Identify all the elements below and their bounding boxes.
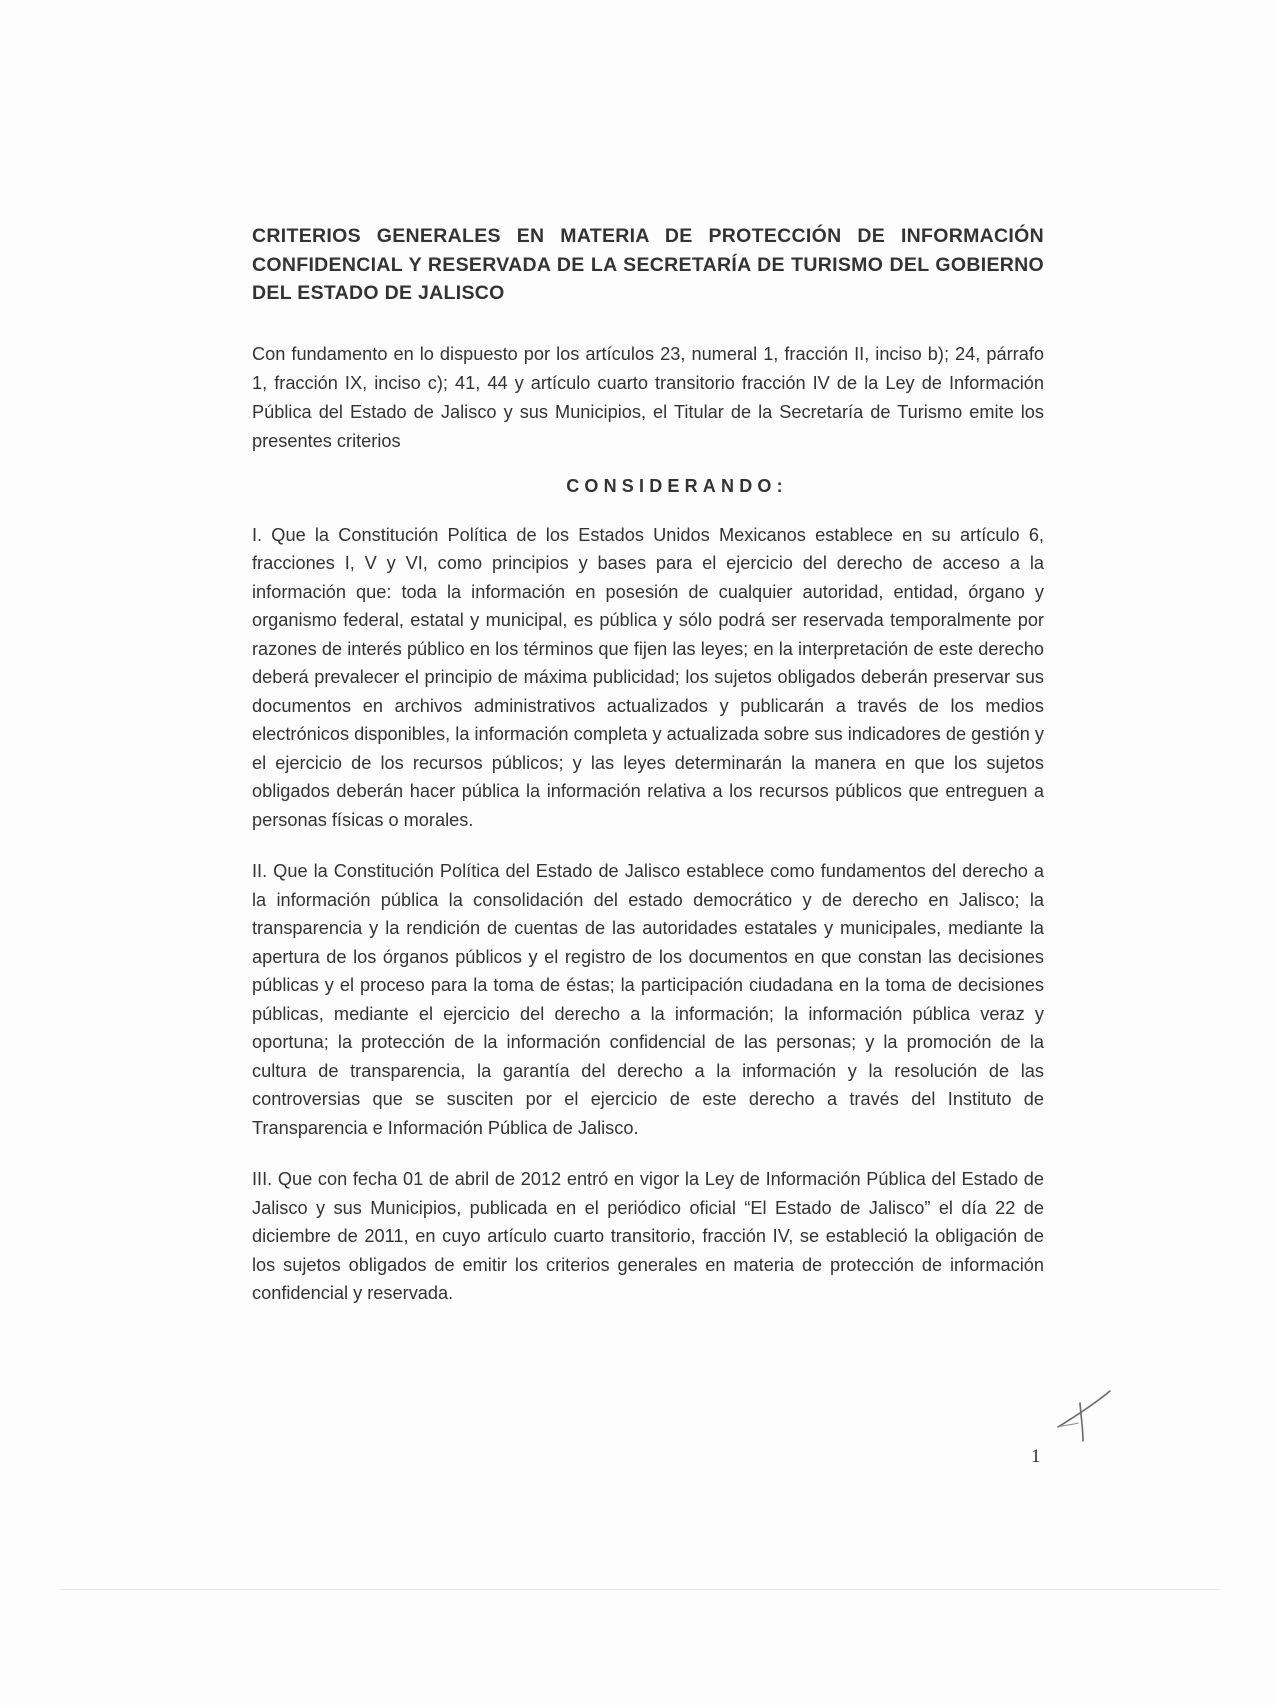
document-title: CRITERIOS GENERALES EN MATERIA DE PROTECCIÓN DE INFORMACIÓN CONFIDENCIAL Y RESERVADA DE LA SECRETARÍA DE TURISMO DEL GOBIERNO DEL ESTADO DE JALISCO xyxy=(252,225,1044,304)
paragraph-ii: II. Que la Constitución Política del Estado de Jalisco establece como fundamentos del derecho a la información pública la consolidación del estado democrático y de derecho en Jalisco; la transparencia y la rendición de cuentas de las autoridades estatales y municipales, mediante la apertura de los órganos públicos y el registro de los documentos en que constan las decisiones públicas y el proceso para la toma de éstas; la participación ciudadana en la toma de decisiones públicas, mediante el ejercicio del derecho a la información; la información pública veraz y oportuna; la protección de la información confidencial de las personas; y la promoción de la cultura de transparencia, la garantía del derecho a la información y la resolución de las controversias que se susciten por el ejercicio de este derecho a través del Instituto de Transparencia e Información Pública de Jalisco. xyxy=(252,861,1044,1138)
paragraph-i: I. Que la Constitución Política de los Estados Unidos Mexicanos establece en su artículo 6, fracciones I, V y VI, como principios y bases para el ejercicio del derecho de acceso a la información que: toda la información en posesión de cualquier autoridad, entidad, órgano y organismo federal, estatal y municipal, es pública y sólo podrá ser reservada temporalmente por razones de interés público en los términos que fijen las leyes; en la interpretación de este derecho deberá prevalecer el principio de máxima publicidad; los sujetos obligados deberán preservar sus documentos en archivos administrativos actualizados y publicarán a través de los medios electrónicos disponibles, la información completa y actualizada sobre sus indicadores de gestión y el ejercicio de los recursos públicos; y las leyes determinarán la manera en que los sujetos obligados deberán hacer pública la información relativa a los recursos públicos que entreguen a personas físicas o morales. xyxy=(252,524,1044,830)
paragraph-iii: III. Que con fecha 01 de abril de 2012 entró en vigor la Ley de Información Pública del Estado de Jalisco y sus Municipios, publicada en el periódico oficial “El Estado de Jalisco” el día 22 de diciembre de 2011, en cuyo artículo cuarto transitorio, fracción IV, se estableció la obligación de los sujetos obligados de emitir los criterios generales en materia de protección de información confidencial y reservada. xyxy=(252,1169,1044,1303)
section-heading: CONSIDERANDO: xyxy=(566,475,788,496)
handwritten-initial-signature xyxy=(1050,1385,1114,1445)
intro-paragraph: Con fundamento en lo dispuesto por los artículos 23, numeral 1, fracción II, inciso b); 24, párrafo 1, fracción IX, inciso c); 41, 44 y artículo cuarto transitorio fracción IV de la Ley de Información Pública del Estado de Jalisco y sus Municipios, el Titular de la Secretaría de Turismo emite los presentes criterios xyxy=(252,343,1044,451)
scan-edge-line xyxy=(60,1589,1220,1590)
page-number: 1 xyxy=(1031,1446,1041,1467)
document-body xyxy=(252,222,1044,1308)
